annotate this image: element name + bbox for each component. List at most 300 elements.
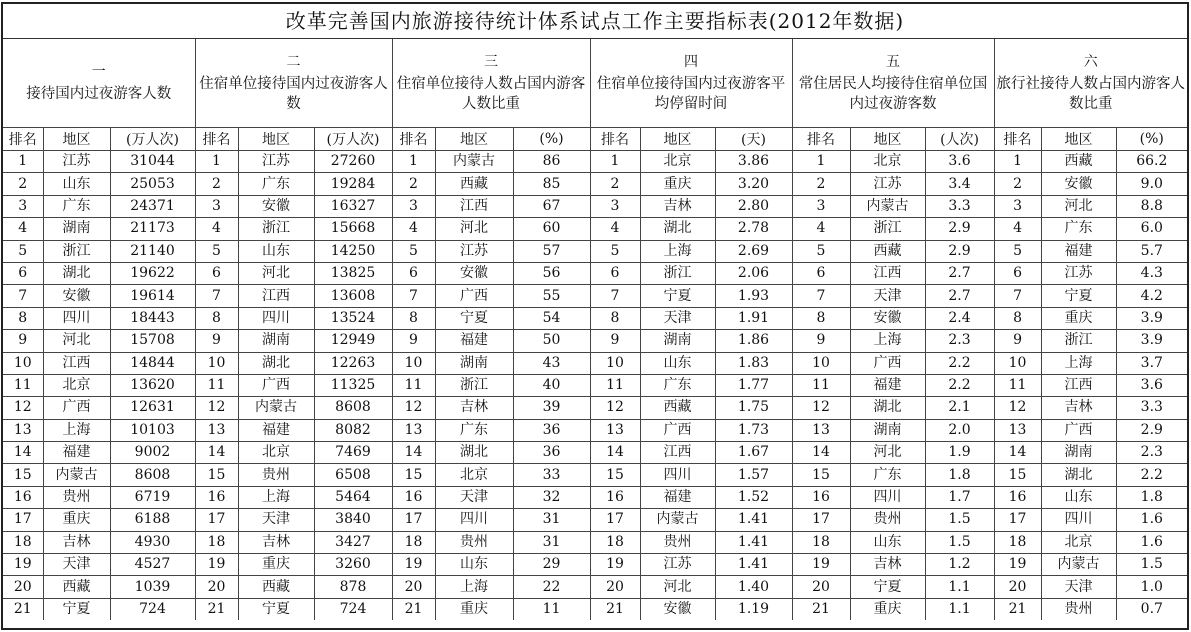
table-row bbox=[3, 195, 1187, 217]
value-cell: 85 bbox=[513, 173, 590, 195]
rank-cell: 13 bbox=[195, 419, 238, 441]
group-number: 二 bbox=[286, 54, 301, 70]
rank-cell: 15 bbox=[3, 464, 43, 486]
region-cell: 广东 bbox=[850, 464, 925, 486]
value-cell: 27260 bbox=[314, 151, 392, 173]
rank-cell: 17 bbox=[792, 509, 850, 531]
rank-cell: 16 bbox=[392, 486, 435, 508]
unit-column-header: (人次) bbox=[925, 128, 994, 151]
value-cell: 3.7 bbox=[1116, 352, 1187, 374]
value-cell: 57 bbox=[513, 240, 590, 262]
table-row bbox=[3, 307, 1187, 329]
rank-cell: 6 bbox=[994, 262, 1041, 284]
value-cell: 21140 bbox=[110, 240, 195, 262]
region-cell: 四川 bbox=[238, 307, 314, 329]
table-row bbox=[3, 464, 1187, 486]
rank-cell: 2 bbox=[792, 173, 850, 195]
rank-cell: 14 bbox=[195, 442, 238, 464]
rank-cell: 9 bbox=[3, 330, 43, 352]
rank-cell: 4 bbox=[792, 218, 850, 240]
region-cell: 内蒙古 bbox=[850, 195, 925, 217]
rank-cell: 4 bbox=[994, 218, 1041, 240]
value-cell: 24371 bbox=[110, 195, 195, 217]
rank-cell: 1 bbox=[792, 151, 850, 173]
region-cell: 福建 bbox=[640, 486, 715, 508]
value-cell: 2.2 bbox=[925, 352, 994, 374]
rank-column-header: 排名 bbox=[392, 128, 435, 151]
unit-column-header: (%) bbox=[1116, 128, 1187, 151]
rank-cell: 12 bbox=[590, 397, 640, 419]
region-cell: 天津 bbox=[238, 509, 314, 531]
rank-cell: 7 bbox=[792, 285, 850, 307]
value-cell: 1.8 bbox=[1116, 486, 1187, 508]
rank-cell: 3 bbox=[590, 195, 640, 217]
region-cell: 江苏 bbox=[238, 151, 314, 173]
rank-cell: 21 bbox=[792, 598, 850, 620]
value-cell: 31 bbox=[513, 531, 590, 553]
rank-cell: 8 bbox=[195, 307, 238, 329]
value-cell: 12263 bbox=[314, 352, 392, 374]
table-row bbox=[3, 262, 1187, 284]
group-title: 接待国内过夜游客人数 bbox=[26, 86, 172, 102]
region-cell: 湖南 bbox=[43, 218, 110, 240]
value-cell: 29 bbox=[513, 554, 590, 576]
value-cell: 1.52 bbox=[715, 486, 792, 508]
rank-cell: 5 bbox=[3, 240, 43, 262]
region-cell: 浙江 bbox=[238, 218, 314, 240]
region-cell: 河北 bbox=[850, 442, 925, 464]
rank-cell: 12 bbox=[994, 397, 1041, 419]
rank-cell: 15 bbox=[590, 464, 640, 486]
rank-cell: 9 bbox=[195, 330, 238, 352]
region-cell: 西藏 bbox=[1041, 151, 1116, 173]
rank-cell: 12 bbox=[3, 397, 43, 419]
rank-column-header: 排名 bbox=[994, 128, 1041, 151]
value-cell: 6188 bbox=[110, 509, 195, 531]
rank-cell: 5 bbox=[590, 240, 640, 262]
value-cell: 14250 bbox=[314, 240, 392, 262]
value-cell: 15668 bbox=[314, 218, 392, 240]
region-cell: 广东 bbox=[435, 419, 513, 441]
value-cell: 5464 bbox=[314, 486, 392, 508]
value-cell: 8.8 bbox=[1116, 195, 1187, 217]
region-cell: 河北 bbox=[640, 576, 715, 598]
value-cell: 1.8 bbox=[925, 464, 994, 486]
rank-cell: 11 bbox=[3, 374, 43, 396]
region-cell: 湖北 bbox=[850, 397, 925, 419]
value-cell: 724 bbox=[314, 598, 392, 620]
value-cell: 86 bbox=[513, 151, 590, 173]
rank-cell: 21 bbox=[3, 598, 43, 620]
rank-cell: 15 bbox=[195, 464, 238, 486]
region-cell: 天津 bbox=[640, 307, 715, 329]
rank-cell: 19 bbox=[792, 554, 850, 576]
region-cell: 北京 bbox=[850, 151, 925, 173]
value-cell: 3840 bbox=[314, 509, 392, 531]
region-cell: 宁夏 bbox=[640, 285, 715, 307]
rank-cell: 15 bbox=[392, 464, 435, 486]
value-cell: 8082 bbox=[314, 419, 392, 441]
region-cell: 内蒙古 bbox=[640, 509, 715, 531]
region-cell: 北京 bbox=[640, 151, 715, 173]
rank-cell: 4 bbox=[590, 218, 640, 240]
group-title: 住宿单位接待国内过夜游客平均停留时间 bbox=[596, 76, 786, 112]
value-cell: 3427 bbox=[314, 531, 392, 553]
rank-cell: 4 bbox=[195, 218, 238, 240]
rank-cell: 19 bbox=[3, 554, 43, 576]
rank-cell: 13 bbox=[792, 419, 850, 441]
rank-cell: 3 bbox=[195, 195, 238, 217]
value-cell: 19284 bbox=[314, 173, 392, 195]
rank-cell: 6 bbox=[195, 262, 238, 284]
region-cell: 江苏 bbox=[640, 554, 715, 576]
rank-cell: 3 bbox=[3, 195, 43, 217]
table-row bbox=[3, 419, 1187, 441]
rank-cell: 11 bbox=[994, 374, 1041, 396]
region-cell: 宁夏 bbox=[1041, 285, 1116, 307]
value-cell: 1.73 bbox=[715, 419, 792, 441]
group-title: 住宿单位接待人数占国内游客人数比重 bbox=[396, 76, 586, 112]
region-cell: 广东 bbox=[238, 173, 314, 195]
region-cell: 江西 bbox=[43, 352, 110, 374]
rank-cell: 3 bbox=[792, 195, 850, 217]
rank-cell: 8 bbox=[590, 307, 640, 329]
rank-cell: 2 bbox=[590, 173, 640, 195]
rank-cell: 18 bbox=[792, 531, 850, 553]
region-column-header: 地区 bbox=[1041, 128, 1116, 151]
region-cell: 广东 bbox=[1041, 218, 1116, 240]
region-cell: 江苏 bbox=[1041, 262, 1116, 284]
value-cell: 2.0 bbox=[925, 419, 994, 441]
region-cell: 福建 bbox=[435, 330, 513, 352]
value-cell: 50 bbox=[513, 330, 590, 352]
group-header-6 bbox=[994, 39, 1187, 128]
value-cell: 13620 bbox=[110, 374, 195, 396]
region-cell: 安徽 bbox=[850, 307, 925, 329]
value-cell: 1.5 bbox=[925, 531, 994, 553]
value-cell: 8608 bbox=[314, 397, 392, 419]
rank-cell: 2 bbox=[3, 173, 43, 195]
rank-cell: 7 bbox=[590, 285, 640, 307]
region-cell: 广西 bbox=[238, 374, 314, 396]
value-cell: 9002 bbox=[110, 442, 195, 464]
rank-cell: 11 bbox=[195, 374, 238, 396]
region-column-header: 地区 bbox=[435, 128, 513, 151]
value-cell: 6719 bbox=[110, 486, 195, 508]
value-cell: 3.86 bbox=[715, 151, 792, 173]
value-cell: 3.6 bbox=[1116, 374, 1187, 396]
rank-cell: 7 bbox=[994, 285, 1041, 307]
value-cell: 12631 bbox=[110, 397, 195, 419]
value-cell: 55 bbox=[513, 285, 590, 307]
value-cell: 2.9 bbox=[925, 240, 994, 262]
rank-cell: 18 bbox=[195, 531, 238, 553]
rank-cell: 16 bbox=[792, 486, 850, 508]
region-cell: 内蒙古 bbox=[238, 397, 314, 419]
value-cell: 43 bbox=[513, 352, 590, 374]
rank-cell: 2 bbox=[392, 173, 435, 195]
region-cell: 重庆 bbox=[640, 173, 715, 195]
value-cell: 1.91 bbox=[715, 307, 792, 329]
table-row bbox=[3, 173, 1187, 195]
rank-cell: 5 bbox=[195, 240, 238, 262]
table-title: 改革完善国内旅游接待统计体系试点工作主要指标表(2012年数据) bbox=[3, 4, 1187, 39]
rank-cell: 13 bbox=[3, 419, 43, 441]
value-cell: 31044 bbox=[110, 151, 195, 173]
rank-cell: 15 bbox=[792, 464, 850, 486]
region-cell: 河北 bbox=[43, 330, 110, 352]
region-cell: 四川 bbox=[640, 464, 715, 486]
rank-cell: 17 bbox=[3, 509, 43, 531]
region-cell: 河北 bbox=[238, 262, 314, 284]
rank-cell: 17 bbox=[590, 509, 640, 531]
value-cell: 1.1 bbox=[925, 576, 994, 598]
region-cell: 吉林 bbox=[850, 554, 925, 576]
value-cell: 1039 bbox=[110, 576, 195, 598]
value-cell: 1.77 bbox=[715, 374, 792, 396]
region-cell: 江西 bbox=[238, 285, 314, 307]
unit-column-header: (%) bbox=[513, 128, 590, 151]
region-cell: 江西 bbox=[640, 442, 715, 464]
value-cell: 18443 bbox=[110, 307, 195, 329]
region-cell: 山东 bbox=[850, 531, 925, 553]
value-cell: 1.40 bbox=[715, 576, 792, 598]
region-cell: 山东 bbox=[1041, 486, 1116, 508]
region-cell: 湖北 bbox=[43, 262, 110, 284]
rank-cell: 1 bbox=[590, 151, 640, 173]
rank-cell: 12 bbox=[392, 397, 435, 419]
rank-cell: 16 bbox=[590, 486, 640, 508]
rank-cell: 1 bbox=[392, 151, 435, 173]
value-cell: 25053 bbox=[110, 173, 195, 195]
rank-cell: 20 bbox=[195, 576, 238, 598]
rank-cell: 15 bbox=[994, 464, 1041, 486]
value-cell: 40 bbox=[513, 374, 590, 396]
unit-column-header: (万人次) bbox=[314, 128, 392, 151]
value-cell: 2.9 bbox=[925, 218, 994, 240]
region-cell: 江苏 bbox=[43, 151, 110, 173]
region-cell: 河北 bbox=[435, 218, 513, 240]
group-header-4 bbox=[590, 39, 792, 128]
region-cell: 广东 bbox=[43, 195, 110, 217]
rank-cell: 8 bbox=[994, 307, 1041, 329]
rank-cell: 1 bbox=[994, 151, 1041, 173]
region-cell: 江西 bbox=[1041, 374, 1116, 396]
group-number: 一 bbox=[91, 64, 106, 80]
region-cell: 重庆 bbox=[238, 554, 314, 576]
rank-cell: 10 bbox=[3, 352, 43, 374]
rank-cell: 14 bbox=[590, 442, 640, 464]
value-cell: 13608 bbox=[314, 285, 392, 307]
value-cell: 1.5 bbox=[1116, 554, 1187, 576]
value-cell: 36 bbox=[513, 442, 590, 464]
region-cell: 湖南 bbox=[238, 330, 314, 352]
region-cell: 重庆 bbox=[850, 598, 925, 620]
rank-cell: 8 bbox=[792, 307, 850, 329]
value-cell: 1.7 bbox=[925, 486, 994, 508]
rank-cell: 20 bbox=[792, 576, 850, 598]
region-cell: 吉林 bbox=[640, 195, 715, 217]
rank-cell: 20 bbox=[3, 576, 43, 598]
rank-cell: 21 bbox=[392, 598, 435, 620]
value-cell: 3260 bbox=[314, 554, 392, 576]
value-cell: 14844 bbox=[110, 352, 195, 374]
unit-column-header: (天) bbox=[715, 128, 792, 151]
region-cell: 安徽 bbox=[435, 262, 513, 284]
value-cell: 1.0 bbox=[1116, 576, 1187, 598]
rank-cell: 21 bbox=[994, 598, 1041, 620]
region-cell: 四川 bbox=[435, 509, 513, 531]
value-cell: 33 bbox=[513, 464, 590, 486]
rank-cell: 2 bbox=[195, 173, 238, 195]
region-cell: 福建 bbox=[1041, 240, 1116, 262]
region-cell: 重庆 bbox=[435, 598, 513, 620]
rank-cell: 12 bbox=[195, 397, 238, 419]
region-cell: 上海 bbox=[850, 330, 925, 352]
rank-cell: 6 bbox=[792, 262, 850, 284]
region-cell: 福建 bbox=[850, 374, 925, 396]
region-cell: 安徽 bbox=[238, 195, 314, 217]
region-cell: 内蒙古 bbox=[1041, 554, 1116, 576]
table-row bbox=[3, 486, 1187, 508]
rank-cell: 14 bbox=[392, 442, 435, 464]
region-cell: 吉林 bbox=[435, 397, 513, 419]
value-cell: 12949 bbox=[314, 330, 392, 352]
region-cell: 西藏 bbox=[43, 576, 110, 598]
rank-cell: 9 bbox=[590, 330, 640, 352]
indicator-table-document bbox=[1, 2, 1189, 630]
rank-cell: 7 bbox=[195, 285, 238, 307]
value-cell: 2.7 bbox=[925, 262, 994, 284]
rank-cell: 13 bbox=[994, 419, 1041, 441]
group-header-row bbox=[3, 39, 1187, 128]
rank-cell: 7 bbox=[3, 285, 43, 307]
value-cell: 19622 bbox=[110, 262, 195, 284]
region-cell: 四川 bbox=[850, 486, 925, 508]
table-row bbox=[3, 352, 1187, 374]
rank-cell: 5 bbox=[994, 240, 1041, 262]
region-cell: 天津 bbox=[43, 554, 110, 576]
value-cell: 1.2 bbox=[925, 554, 994, 576]
region-cell: 上海 bbox=[1041, 352, 1116, 374]
region-cell: 安徽 bbox=[1041, 173, 1116, 195]
table-body bbox=[3, 151, 1187, 621]
region-cell: 吉林 bbox=[1041, 397, 1116, 419]
region-cell: 安徽 bbox=[640, 598, 715, 620]
region-cell: 西藏 bbox=[850, 240, 925, 262]
region-cell: 北京 bbox=[238, 442, 314, 464]
rank-cell: 2 bbox=[994, 173, 1041, 195]
region-cell: 天津 bbox=[850, 285, 925, 307]
rank-cell: 8 bbox=[392, 307, 435, 329]
region-cell: 湖北 bbox=[640, 218, 715, 240]
region-cell: 浙江 bbox=[43, 240, 110, 262]
value-cell: 66.2 bbox=[1116, 151, 1187, 173]
rank-cell: 18 bbox=[590, 531, 640, 553]
rank-cell: 19 bbox=[392, 554, 435, 576]
region-cell: 浙江 bbox=[1041, 330, 1116, 352]
rank-cell: 11 bbox=[792, 374, 850, 396]
value-cell: 4.3 bbox=[1116, 262, 1187, 284]
region-cell: 福建 bbox=[43, 442, 110, 464]
rank-cell: 14 bbox=[3, 442, 43, 464]
region-cell: 福建 bbox=[238, 419, 314, 441]
rank-cell: 10 bbox=[994, 352, 1041, 374]
value-cell: 2.9 bbox=[1116, 419, 1187, 441]
value-cell: 3.3 bbox=[925, 195, 994, 217]
rank-cell: 21 bbox=[195, 598, 238, 620]
region-cell: 北京 bbox=[1041, 531, 1116, 553]
region-cell: 重庆 bbox=[43, 509, 110, 531]
rank-cell: 19 bbox=[590, 554, 640, 576]
group-title: 旅行社接待人数占国内游客人数比重 bbox=[996, 76, 1186, 112]
group-title: 常住居民人均接待住宿单位国内过夜游客数 bbox=[798, 76, 988, 112]
value-cell: 1.1 bbox=[925, 598, 994, 620]
region-cell: 浙江 bbox=[850, 218, 925, 240]
value-cell: 32 bbox=[513, 486, 590, 508]
value-cell: 67 bbox=[513, 195, 590, 217]
region-cell: 贵州 bbox=[435, 531, 513, 553]
value-cell: 8608 bbox=[110, 464, 195, 486]
rank-cell: 7 bbox=[392, 285, 435, 307]
group-header-3 bbox=[392, 39, 590, 128]
rank-cell: 10 bbox=[392, 352, 435, 374]
region-column-header: 地区 bbox=[850, 128, 925, 151]
value-cell: 4.2 bbox=[1116, 285, 1187, 307]
region-cell: 山东 bbox=[640, 352, 715, 374]
rank-cell: 17 bbox=[994, 509, 1041, 531]
rank-cell: 20 bbox=[994, 576, 1041, 598]
rank-cell: 18 bbox=[392, 531, 435, 553]
rank-cell: 5 bbox=[792, 240, 850, 262]
value-cell: 56 bbox=[513, 262, 590, 284]
region-cell: 湖北 bbox=[1041, 464, 1116, 486]
value-cell: 16327 bbox=[314, 195, 392, 217]
rank-cell: 4 bbox=[392, 218, 435, 240]
region-cell: 广西 bbox=[1041, 419, 1116, 441]
value-cell: 31 bbox=[513, 509, 590, 531]
region-cell: 广西 bbox=[43, 397, 110, 419]
value-cell: 13524 bbox=[314, 307, 392, 329]
rank-cell: 6 bbox=[392, 262, 435, 284]
region-cell: 广西 bbox=[640, 419, 715, 441]
rank-cell: 14 bbox=[994, 442, 1041, 464]
rank-cell: 4 bbox=[3, 218, 43, 240]
region-cell: 北京 bbox=[43, 374, 110, 396]
value-cell: 11 bbox=[513, 598, 590, 620]
table-row bbox=[3, 218, 1187, 240]
rank-cell: 18 bbox=[3, 531, 43, 553]
rank-cell: 16 bbox=[195, 486, 238, 508]
region-cell: 浙江 bbox=[435, 374, 513, 396]
region-cell: 四川 bbox=[1041, 509, 1116, 531]
value-cell: 22 bbox=[513, 576, 590, 598]
rank-cell: 3 bbox=[392, 195, 435, 217]
region-cell: 四川 bbox=[43, 307, 110, 329]
table-row bbox=[3, 531, 1187, 553]
value-cell: 2.06 bbox=[715, 262, 792, 284]
value-cell: 878 bbox=[314, 576, 392, 598]
value-cell: 2.69 bbox=[715, 240, 792, 262]
rank-cell: 6 bbox=[590, 262, 640, 284]
region-cell: 贵州 bbox=[850, 509, 925, 531]
value-cell: 13825 bbox=[314, 262, 392, 284]
rank-cell: 10 bbox=[590, 352, 640, 374]
table-row bbox=[3, 509, 1187, 531]
value-cell: 1.67 bbox=[715, 442, 792, 464]
rank-cell: 10 bbox=[195, 352, 238, 374]
region-cell: 湖南 bbox=[850, 419, 925, 441]
